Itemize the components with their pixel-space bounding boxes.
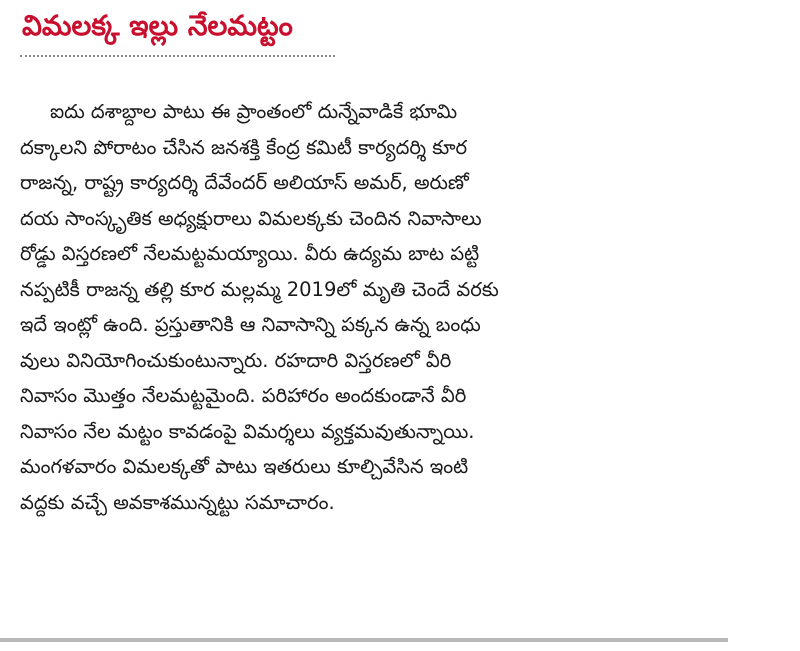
body-line: వద్దకు వచ్చే అవకాశమున్నట్టు సమాచారం. <box>20 490 335 514</box>
body-line: మంగళవారం విమలక్కతో పాటు ఇతరులు కూల్చివేసిన ఇంటి <box>20 455 469 478</box>
article-headline: విమలక్క ఇల్లు నేలమట్టం <box>22 9 293 42</box>
body-line: ఇదే ఇంట్లో ఉంది. ప్రస్తుతానికి ఆ నివాసాన్ని పక్కన ఉన్న బంధు <box>20 313 481 336</box>
body-line: రోడ్డు విస్తరణలో నేలమట్టమయ్యాయి. వీరు ఉద్యమ బాట పట్టి <box>20 242 480 265</box>
headline-underline <box>20 55 335 57</box>
bottom-divider <box>0 638 728 642</box>
body-line: నప్పటికీ రాజన్న తల్లి కూర మల్లమ్మ 2019లో మృతి చెందే వరకు <box>20 277 499 301</box>
body-line: వులు వినియోగించుకుంటున్నారు. రహదారి విస్తరణలో వీరి <box>20 348 452 372</box>
body-line: నివాసం మొత్తం నేలమట్టమైంది. పరిహారం అందకుండానే వీరి <box>20 384 467 407</box>
body-line: దయ సాంస్కృతిక అధ్యక్షురాలు విమలక్కకు చెందిన నివాసాలు <box>20 206 482 230</box>
body-line: రాజన్న, రాష్ట్ర కార్యదర్శి దేవేందర్ అలియాస్ అమర్, అరుణో <box>20 171 469 194</box>
body-line: నివాసం నేల మట్టం కావడంపై విమర్శలు వ్యక్తమవుతున్నాయి. <box>20 419 475 443</box>
article-body <box>20 94 740 520</box>
body-line: దక్కాలని పోరాటం చేసిన జనశక్తి కేంద్ర కమిటీ కార్యదర్శి కూర <box>20 135 468 159</box>
body-line: ఐదు దశాబ్దాల పాటు ఈ ప్రాంతంలో దున్నేవాడికే భూమి <box>50 100 458 123</box>
